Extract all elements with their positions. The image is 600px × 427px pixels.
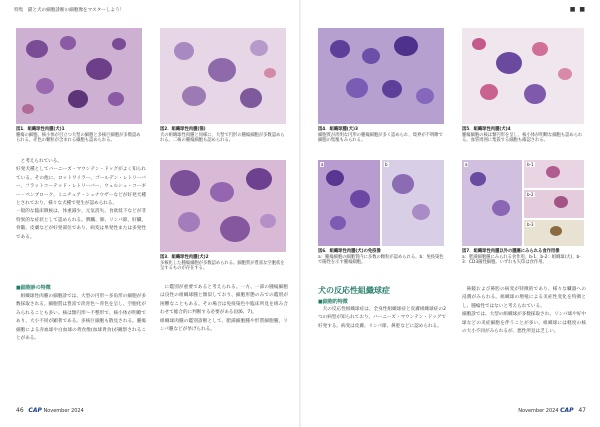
cap-logo-left: CAP xyxy=(28,407,42,414)
figure-7a-image: a xyxy=(462,160,522,246)
left-body-col2: に鑑別が重要であると考えられる。一方、一部の腫瘍細胞は良性の組織球腫と類似しており、細胞形態のみでの鑑別が困難なこともある。その場合は免疫染色や臨床所見を組み合わせて総合的に判断する必要がある(図6、7)。 組織球肉腫の鑑別診断として、肥満細胞腫や形質細胞腫、リンパ腫などが挙げられる。 xyxy=(160,285,288,333)
figure-2-image xyxy=(160,28,286,124)
figure-1-caption: 図1．組織球性肉腫(犬)1 腫瘍の細胞。核小体が目立つ大型の細胞と多核巨細胞が多数認められる。赤色の顆粒が含まれる細胞も認められる。 xyxy=(16,127,141,144)
left-body-intro: と考えられている。 好発犬種としてバーニーズ・マウンテン・ドッグがよく知られている。その他に、ロットワイラー、ゴールデン・レトリーバー、フラットコーテッド・レトリーバー、ウェルシュ・コーギー・ペンブローク、ミニチュア・シュナウザーなどが好発犬種とされており、様々な犬種で発生が認められる。 一般的な臨床徴候は、体重減少、元気消失、食欲低下などが非特異的な症状として認められる。脾臓、肺、リンパ節、肝臓、骨髄、皮膚などが好発部位であり、病変は単発性または多発性である。 xyxy=(16,159,146,240)
left-page-number: 46 xyxy=(16,407,24,414)
figure-6b-image: b xyxy=(382,160,444,246)
figure-5-image xyxy=(462,28,584,124)
left-body-cytology: 組織球性肉腫の細胞診では、大型の円形～多角形の細胞が多数採取される。細胞質は豊富で淡青色～青色を呈し、空胞化がみられることも多い。核は類円形～不整形で、核小体が明瞭であり、大小不同が顕著である。多核巨細胞も散見される。腫瘍細胞による赤血球や白血球の貪食像(血球貪食)が観察されることがある。 xyxy=(16,294,146,342)
figure-7b2-image: b-2 xyxy=(524,190,584,218)
left-issue-date: November 2024 xyxy=(43,408,84,414)
cap-logo-right: CAP xyxy=(560,407,574,414)
figure-2-caption: 図2．組織球性肉腫(猫) 犬の組織球性肉腫と同様に、大型で円形の腫瘍細胞が多数認められる。二核の腫瘍細胞も認められる。 xyxy=(160,127,285,144)
page-gutter xyxy=(299,0,301,427)
right-body-col1: 犬の反応性組織球症は、全身性組織球症と皮膚組織球症の2つの病型が知られており、バーニーズ・マウンテン・ドッグで好発する。病変は皮膚、リンパ節、鼻腔などに認められる。 xyxy=(318,307,446,329)
figure-4-caption: 図4．組織球腫(犬)3 細胞質が淡明な円形の腫瘍細胞が多く認められ、境界が不明瞭で細胞の集塊もみられる。 xyxy=(318,127,443,144)
figure-3-caption: 図3．組織球性肉腫(犬)2 多核化した腫瘍細胞が多数認められる。細胞質が豊富な空胞状を呈するものが存在する。 xyxy=(160,255,285,272)
section-heading: 犬の反応性組織球症 xyxy=(318,286,390,295)
figure-7b1-image: b-1 xyxy=(524,160,584,188)
right-footer xyxy=(518,407,586,414)
right-body-col2: 鼻鏡および鼻腔の病変が特徴的であり、様々な臓器への浸潤がみられる。組織球の増殖による炎症性変化を特徴とし、腫瘍性ではないと考えられている。 細胞診では、大型の組織球が多数採取され、リンパ球や好中球などの炎症細胞を伴うことが多い。組織球には軽度の核の大小不同がみられるが、悪性所見は乏しい。 xyxy=(462,287,586,335)
figure-7b3-image: b-3 xyxy=(524,220,584,246)
figure-7-caption: 図7．組織球性肉腫以外の腫瘍にみられる食作用像 a：肥満細胞腫にみられる食作用。b-1、b-2：組織球(犬)、b-3：CD3陽性細胞。いずれも矢印は食作用。 xyxy=(462,249,581,266)
header-mark: ■ ■ xyxy=(569,6,586,13)
subhead-cytology: ■細胞診の特徴 xyxy=(16,285,51,291)
right-page-number: 47 xyxy=(578,407,586,414)
running-header: 特集 猫と犬の細胞診断の細胞像をマスターしよう！ xyxy=(14,8,125,13)
figure-3-image xyxy=(160,160,286,252)
subhead-features: ■細胞的特徴 xyxy=(318,299,348,305)
figure-4-image xyxy=(318,28,444,124)
figure-6-caption: 図6．組織球性肉腫(犬)の免疫像 a：腫瘍細胞の細胞質内に多数の顆粒が認められる。b：免疫染色で陽性を示す腫瘍細胞。 xyxy=(318,249,444,266)
right-issue-date: November 2024 xyxy=(518,408,559,414)
figure-1-image xyxy=(16,28,142,124)
figure-5-caption: 図5．組織球性肉腫(犬)4 腫瘍細胞の核は類円形を呈し、核小体が明瞭な細胞も認められる。血管周囲に集簇する細胞も確認される。 xyxy=(462,127,583,144)
left-footer xyxy=(16,407,84,414)
figure-6a-image: a xyxy=(318,160,380,246)
